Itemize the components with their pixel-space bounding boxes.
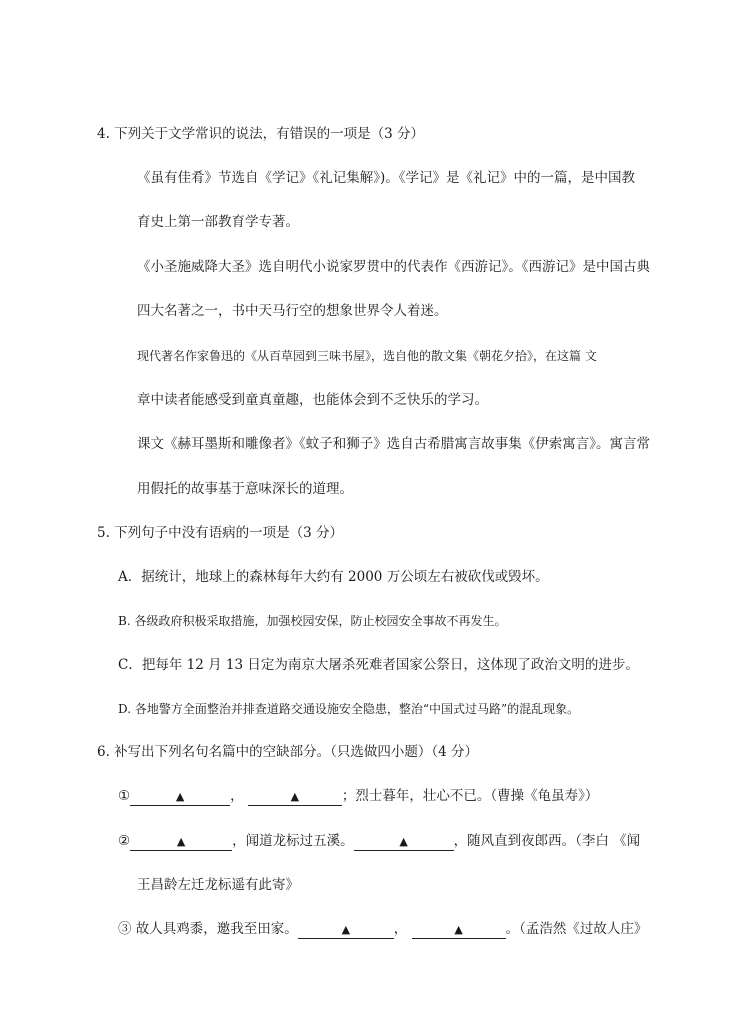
triangle-marker-icon: ▲ (175, 790, 185, 803)
triangle-marker-icon: ▲ (454, 923, 463, 936)
q5-option-d: D. 各地警方全面整治并排查道路交通设施安全隐患，整治“中国式过马路”的混乱现象。 (118, 702, 580, 716)
item-2-number: ② (118, 833, 131, 849)
item-1-text: ；烈士暮年，壮心不已。（曹操《龟虽寿》） (341, 788, 599, 804)
answer-blank[interactable] (412, 922, 506, 939)
q6-item-2 (118, 832, 640, 851)
item-2-text-mid: ，闻道龙标过五溪。 (232, 833, 354, 849)
answer-blank[interactable] (130, 834, 232, 851)
q6-item-2-continued: 王昌龄左迁龙标遥有此寄》 (137, 877, 299, 893)
question-6-title: 6. 补写出下列名句名篇中的空缺部分。（只选做四小题）（4 分） (97, 744, 479, 760)
q5-option-b: B. 各级政府积极采取措施，加强校园安保，防止校园安全事故不再发生。 (118, 614, 507, 628)
q4-option-a-line2: 育史上第一部教育学专著。 (137, 214, 299, 230)
triangle-marker-icon: ▲ (176, 835, 186, 848)
item-2-text-end: ，随风直到夜郎西。（李白 《闻 (453, 833, 641, 849)
q6-item-1 (118, 787, 598, 806)
q4-option-b-line1: 《小圣施威降大圣》选自明代小说家罗贯中的代表作《西游记》。《西游记》是中国古典 (137, 259, 650, 275)
answer-blank[interactable] (248, 789, 342, 806)
q4-option-d-line1: 课文《赫耳墨斯和雕像者》《蚊子和狮子》选自古希腊寓言故事集《伊索寓言》。寓言常 (137, 436, 650, 452)
item-3-text-start: ③ 故人具鸡黍，邀我至田家。 (118, 921, 298, 937)
question-5-title: 5. 下列句子中没有语病的一项是（3 分） (97, 525, 344, 541)
answer-blank[interactable] (354, 834, 454, 851)
item-1-separator: ， (230, 788, 244, 804)
question-4-title: 4. 下列关于文学常识的说法，有错误的一项是（3 分） (97, 126, 425, 142)
item-1-number: ① (118, 788, 131, 804)
q4-option-b-line2: 四大名著之一，书中天马行空的想象世界令人着迷。 (137, 303, 448, 319)
q5-option-a: A．据统计，地球上的森林每年大约有 2000 万公顷左右被砍伐或毁坏。 (118, 569, 549, 585)
answer-blank[interactable] (298, 922, 394, 939)
item-3-separator: ， (393, 921, 408, 937)
item-3-text-end: 。（孟浩然《过故人庄》 (505, 921, 648, 937)
q4-option-c-line2: 章中读者能感受到童真童趣，也能体会到不乏快乐的学习。 (137, 392, 488, 408)
triangle-marker-icon: ▲ (341, 923, 351, 936)
answer-blank[interactable] (130, 789, 230, 806)
q4-option-a-line1: 《虽有佳肴》节选自《学记》《礼记集解》)。《学记》是《礼记》中的一篇，是中国教 (137, 170, 636, 186)
q4-option-c-line1: 现代著名作家鲁迅的《从百草园到三味书屋》，选自他的散文集《朝花夕拾》，在这篇 文 (137, 349, 597, 363)
q6-item-3 (118, 920, 647, 939)
triangle-marker-icon: ▲ (290, 790, 300, 803)
triangle-marker-icon: ▲ (399, 835, 408, 848)
q5-option-c: C．把每年 12 月 13 日定为南京大屠杀死难者国家公祭日，这体现了政治文明的进步。 (118, 657, 639, 673)
q4-option-d-line2: 用假托的故事基于意味深长的道理。 (137, 481, 353, 497)
